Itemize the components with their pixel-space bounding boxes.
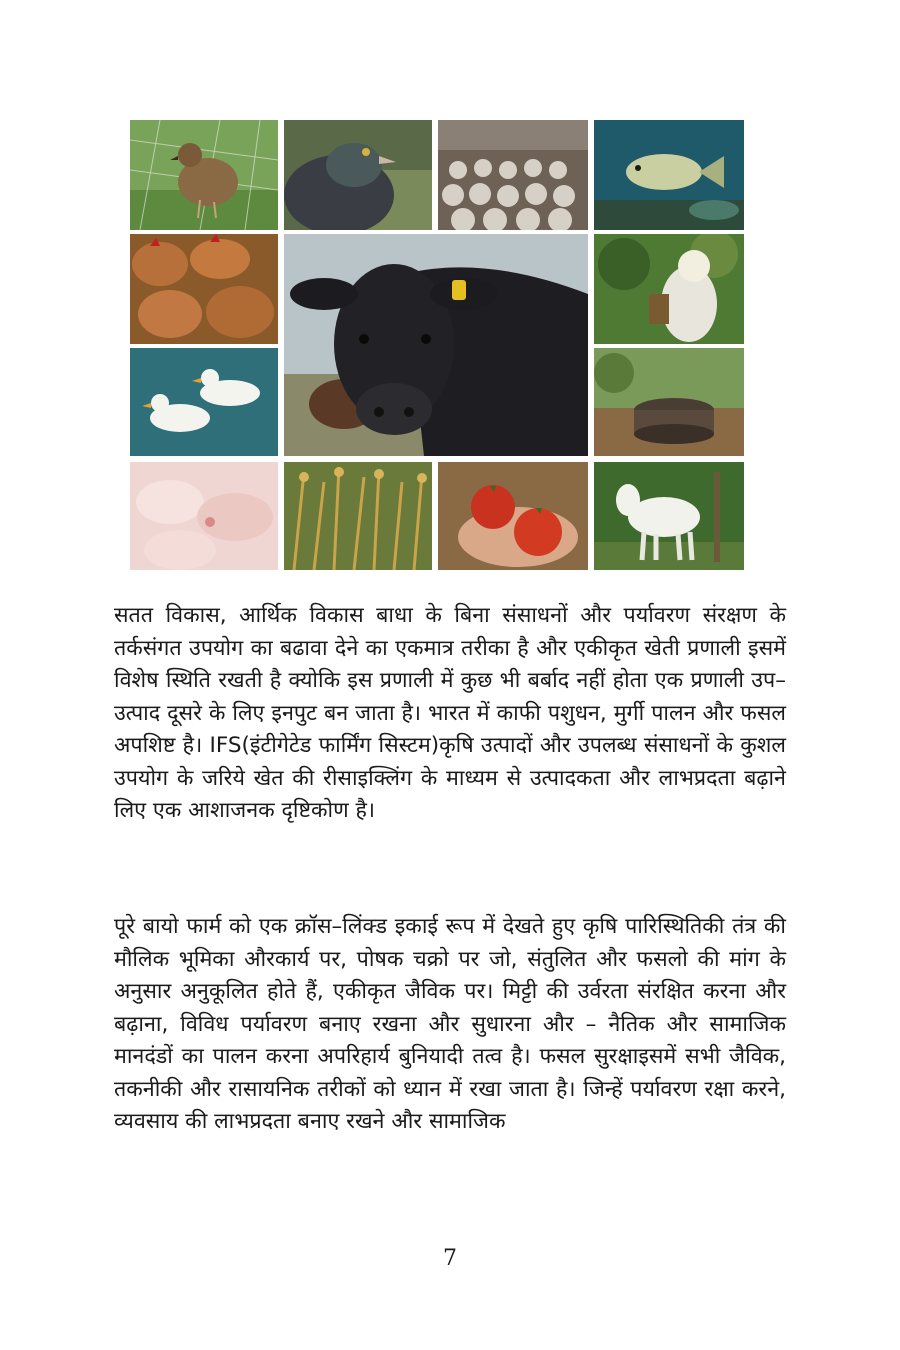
ducks-photo [130,348,278,456]
black-cow-photo [284,234,588,456]
quail-photo [130,120,278,230]
page-number: 7 [443,1246,457,1271]
rice-crop-photo [284,462,432,570]
biogas-pit-photo [594,348,744,456]
tomatoes-photo [438,462,588,570]
piglets-photo [130,462,278,570]
hens-photo [130,234,278,344]
pigeon-photo [284,120,432,230]
paragraph-bio-farm-principles: पूरे बायो फार्म को एक क्रॉस–लिंक्ड इकाई रूप में देखते हुए कृषि पारिस्थितिकी तंत्र की मौलिक भूमिका औरकार्य पर, पोषक चक्रो पर जो, संतुलित और फसलो की मांग के अनुसार अनुकूलित होते हैं, एकीकृत जैविक पर। मिट्टी की उर्वरता संरक्षित करना और बढ़ाना, विविध पर्यावरण बनाए रखना और सुधारना और – नैतिक और सामाजिक मानदंडों का पालन करना अपरिहार्य बुनियादी तत्व है। फसल सुरक्षाइसमें सभी जैविक, तकनीकी और रासायनिक तरीकों को ध्यान में रखा जाता है। जिन्हें पर्यावरण रक्षा करने, व्यवसाय की लाभप्रदता बनाए रखने और सामाजिक [114,914,786,1134]
paragraph-integrated-farming-intro: सतत विकास, आर्थिक विकास बाधा के बिना संसाधनों और पर्यावरण संरक्षण के तर्कसंगत उपयोग का बढावा देने का एकमात्र तरीका है और एकीकृत खेती प्रणाली इसमें विशेष स्थिति रखती है क्योकि इस प्रणाली में कुछ भी बर्बाद नहीं होता एक प्रणाली उप–उत्पाद दूसरे के लिए इनपुट बन जाता है। भारत में काफी पशुधन, मुर्गी पालन और फसल अपशिष्ट है। IFS(इंटीगेटेड फार्मिंग सिस्टम)कृषि उत्पादों और उपलब्ध संसाधनों के कुशल उपयोग के जरिये खेत की रीसाइक्लिंग के माध्यम से उत्पादकता और लाभप्रदता बढ़ाने लिए एक आशाजनक दृष्टिकोण है। [114,603,786,823]
fish-photo [594,120,744,230]
mushroom-beds-photo [438,120,588,230]
beekeeper-photo [594,234,744,344]
livestock-photo-collage [128,116,744,572]
goat-photo [594,462,744,570]
